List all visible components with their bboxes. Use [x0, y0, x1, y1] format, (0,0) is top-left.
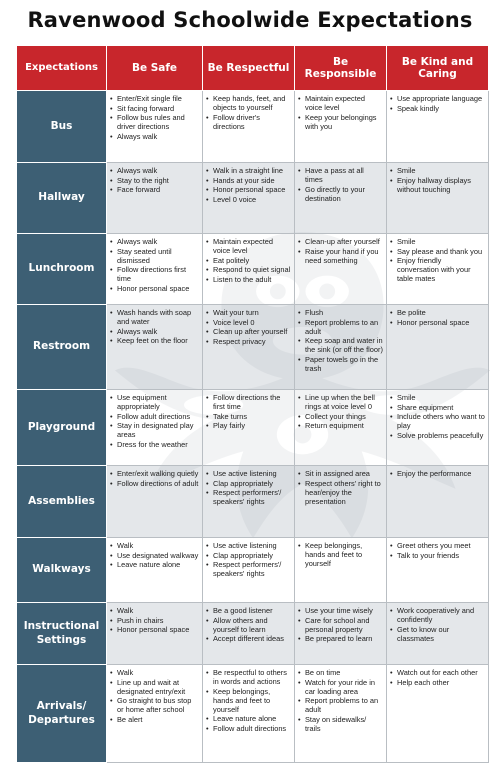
list-item: • Enter/Exit single file [110, 94, 199, 103]
table-cell [107, 538, 203, 603]
list-item: • Follow bus rules and driver directions [110, 113, 199, 131]
row-label: Playground [17, 390, 107, 466]
bullet-list [110, 541, 199, 569]
table-cell [295, 163, 387, 234]
list-item: • Solve problems peacefully [390, 431, 485, 440]
table-cell [203, 665, 295, 763]
list-item: • Keep soap and water in the sink (or off the floor) [298, 336, 383, 354]
table-cell [387, 234, 489, 305]
list-item: • Be alert [110, 715, 199, 724]
list-item: • Enter/exit walking quietly [110, 469, 199, 478]
list-item: • Always walk [110, 327, 199, 336]
list-item: • Get to know our classmates [390, 625, 485, 643]
table-cell [295, 91, 387, 163]
table-cell [203, 390, 295, 466]
list-item: • Push in chairs [110, 616, 199, 625]
bullet-list [110, 606, 199, 634]
list-item: • Walk in a straight line [206, 166, 291, 175]
list-item: • Line up and wait at designated entry/exit [110, 678, 199, 696]
list-item: • Wash hands with soap and water [110, 308, 199, 326]
list-item: • Respect others' right to hear/enjoy the presentation [298, 479, 383, 506]
list-item: • Enjoy the performance [390, 469, 485, 478]
table-cell [203, 305, 295, 390]
list-item: • Follow directions the first time [206, 393, 291, 411]
list-item: • Clean-up after yourself [298, 237, 383, 246]
header-be-respectful: Be Respectful [203, 46, 295, 91]
list-item: • Always walk [110, 132, 199, 141]
list-item: • Line up when the bell rings at voice level 0 [298, 393, 383, 411]
bullet-list [390, 668, 485, 687]
page-title: Ravenwood Schoolwide Expectations [27, 8, 473, 32]
table-cell [295, 665, 387, 763]
table-row [17, 234, 489, 305]
table-row [17, 91, 489, 163]
list-item: • Respect performers'/ speakers' rights [206, 560, 291, 578]
list-item: • Leave nature alone [206, 714, 291, 723]
list-item: • Clap appropriately [206, 551, 291, 560]
list-item: • Be polite [390, 308, 485, 317]
list-item: • Be prepared to learn [298, 634, 383, 643]
list-item: • Hands at your side [206, 176, 291, 185]
list-item: • Take turns [206, 412, 291, 421]
list-item: • Stay to the right [110, 176, 199, 185]
table-cell [387, 163, 489, 234]
list-item: • Honor personal space [206, 185, 291, 194]
list-item: • Report problems to an adult [298, 696, 383, 714]
table-cell [203, 91, 295, 163]
list-item: • Use active listening [206, 541, 291, 550]
table-cell [107, 234, 203, 305]
table-cell [107, 305, 203, 390]
row-label: Arrivals/ Departures [17, 665, 107, 763]
table-cell [107, 163, 203, 234]
table-cell [295, 305, 387, 390]
table-cell [387, 305, 489, 390]
row-label: Hallway [17, 163, 107, 234]
bullet-list [298, 668, 383, 733]
bullet-list [390, 606, 485, 643]
table-cell [107, 466, 203, 538]
list-item: • Use designated walkway [110, 551, 199, 560]
list-item: • Voice level 0 [206, 318, 291, 327]
list-item: • Listen to the adult [206, 275, 291, 284]
table-row [17, 538, 489, 603]
list-item: • Share equipment [390, 403, 485, 412]
list-item: • Flush [298, 308, 383, 317]
bullet-list [206, 308, 291, 346]
row-label: Walkways [17, 538, 107, 603]
header-be-kind-and-caring: Be Kind and Caring [387, 46, 489, 91]
list-item: • Keep belongings, hands and feet to yourself [298, 541, 383, 568]
list-item: • Respect privacy [206, 337, 291, 346]
expectations-table [16, 45, 489, 763]
list-item: • Walk [110, 541, 199, 550]
bullet-list [390, 393, 485, 440]
list-item: • Be respectful to others in words and actions [206, 668, 291, 686]
list-item: • Go straight to bus stop or home after school [110, 696, 199, 714]
table-cell [295, 466, 387, 538]
list-item: • Always walk [110, 166, 199, 175]
bullet-list [390, 166, 485, 194]
table-cell [203, 603, 295, 665]
table-cell [295, 390, 387, 466]
bullet-list [390, 541, 485, 560]
table-row [17, 603, 489, 665]
list-item: • Use active listening [206, 469, 291, 478]
header-be-safe: Be Safe [107, 46, 203, 91]
list-item: • Include others who want to play [390, 412, 485, 430]
list-item: • Maintain expected voice level [206, 237, 291, 255]
list-item: • Dress for the weather [110, 440, 199, 449]
list-item: • Clap appropriately [206, 479, 291, 488]
list-item: • Watch for your ride in car loading area [298, 678, 383, 696]
list-item: • Be a good listener [206, 606, 291, 615]
list-item: • Paper towels go in the trash [298, 355, 383, 373]
list-item: • Always walk [110, 237, 199, 246]
table-cell [203, 538, 295, 603]
bullet-list [390, 237, 485, 283]
list-item: • Keep feet on the floor [110, 336, 199, 345]
bullet-list [110, 393, 199, 449]
list-item: • Enjoy hallway displays without touching [390, 176, 485, 194]
bullet-list [206, 469, 291, 506]
bullet-list [206, 237, 291, 284]
list-item: • Eat politely [206, 256, 291, 265]
list-item: • Use equipment appropriately [110, 393, 199, 411]
list-item: • Stay seated until dismissed [110, 247, 199, 265]
header-expectations: Expectations [17, 46, 107, 91]
list-item: • Keep your belongings with you [298, 113, 383, 131]
table-row [17, 305, 489, 390]
list-item: • Keep belongings, hands and feet to yourself [206, 687, 291, 714]
table-cell [387, 466, 489, 538]
list-item: • Stay on sidewalks/ trails [298, 715, 383, 733]
list-item: • Play fairly [206, 421, 291, 430]
list-item: • Level 0 voice [206, 195, 291, 204]
list-item: • Enjoy friendly conversation with your table mates [390, 256, 485, 283]
table-cell [387, 538, 489, 603]
table-row [17, 466, 489, 538]
list-item: • Leave nature alone [110, 560, 199, 569]
list-item: • Honor personal space [110, 625, 199, 634]
bullet-list [110, 308, 199, 345]
table-cell [387, 603, 489, 665]
list-item: • Allow others and yourself to learn [206, 616, 291, 634]
bullet-list [206, 166, 291, 204]
list-item: • Honor personal space [110, 284, 199, 293]
table-cell [295, 234, 387, 305]
bullet-list [206, 541, 291, 578]
list-item: • Say please and thank you [390, 247, 485, 256]
list-item: • Accept different ideas [206, 634, 291, 643]
list-item: • Face forward [110, 185, 199, 194]
bullet-list [110, 237, 199, 293]
row-label: Lunchroom [17, 234, 107, 305]
list-item: • Wait your turn [206, 308, 291, 317]
bullet-list [206, 668, 291, 733]
bullet-list [298, 469, 383, 506]
table-cell [203, 163, 295, 234]
bullet-list [390, 469, 485, 478]
bullet-list [298, 541, 383, 568]
list-item: • Smile [390, 166, 485, 175]
row-label: Assemblies [17, 466, 107, 538]
list-item: • Honor personal space [390, 318, 485, 327]
table-cell [107, 665, 203, 763]
table-row [17, 665, 489, 763]
list-item: • Use appropriate language [390, 94, 485, 103]
row-label: Restroom [17, 305, 107, 390]
list-item: • Sit facing forward [110, 104, 199, 113]
list-item: • Follow directions of adult [110, 479, 199, 488]
bullet-list [110, 668, 199, 724]
table-cell [387, 390, 489, 466]
list-item: • Report problems to an adult [298, 318, 383, 336]
table-cell [107, 603, 203, 665]
bullet-list [110, 166, 199, 194]
list-item: • Be on time [298, 668, 383, 677]
list-item: • Stay in designated play areas [110, 421, 199, 439]
list-item: • Collect your things [298, 412, 383, 421]
list-item: • Respect performers'/ speakers' rights [206, 488, 291, 506]
row-label: Bus [17, 91, 107, 163]
table-cell [387, 91, 489, 163]
list-item: • Help each other [390, 678, 485, 687]
list-item: • Care for school and personal property [298, 616, 383, 634]
table-row [17, 163, 489, 234]
table-cell [203, 466, 295, 538]
bullet-list [298, 237, 383, 265]
list-item: • Respond to quiet signal [206, 265, 291, 274]
bullet-list [206, 606, 291, 643]
list-item: • Raise your hand if you need something [298, 247, 383, 265]
table-cell [107, 91, 203, 163]
list-item: • Smile [390, 237, 485, 246]
bullet-list [110, 94, 199, 141]
list-item: • Greet others you meet [390, 541, 485, 550]
list-item: • Walk [110, 668, 199, 677]
list-item: • Follow adult directions [110, 412, 199, 421]
bullet-list [390, 308, 485, 327]
list-item: • Use your time wisely [298, 606, 383, 615]
bullet-list [298, 94, 383, 131]
row-label: Instructional Settings [17, 603, 107, 665]
list-item: • Talk to your friends [390, 551, 485, 560]
bullet-list [298, 393, 383, 430]
table-row [17, 390, 489, 466]
bullet-list [206, 94, 291, 131]
bullet-list [298, 308, 383, 373]
list-item: • Follow adult directions [206, 724, 291, 733]
bullet-list [110, 469, 199, 488]
list-item: • Follow driver's directions [206, 113, 291, 131]
table-cell [295, 538, 387, 603]
list-item: • Follow directions first time [110, 265, 199, 283]
list-item: • Speak kindly [390, 104, 485, 113]
list-item: • Return equipment [298, 421, 383, 430]
list-item: • Watch out for each other [390, 668, 485, 677]
table-cell [203, 234, 295, 305]
list-item: • Have a pass at all times [298, 166, 383, 184]
table-cell [295, 603, 387, 665]
bullet-list [390, 94, 485, 113]
bullet-list [206, 393, 291, 430]
table-cell [387, 665, 489, 763]
list-item: • Sit in assigned area [298, 469, 383, 478]
list-item: • Clean up after yourself [206, 327, 291, 336]
header-be-responsible: Be Responsible [295, 46, 387, 91]
list-item: • Walk [110, 606, 199, 615]
list-item: • Work cooperatively and confidently [390, 606, 485, 624]
bullet-list [298, 606, 383, 643]
list-item: • Keep hands, feet, and objects to yourself [206, 94, 291, 112]
table-cell [107, 390, 203, 466]
list-item: • Go directly to your destination [298, 185, 383, 203]
bullet-list [298, 166, 383, 203]
header-row [17, 46, 489, 91]
list-item: • Maintain expected voice level [298, 94, 383, 112]
list-item: • Smile [390, 393, 485, 402]
